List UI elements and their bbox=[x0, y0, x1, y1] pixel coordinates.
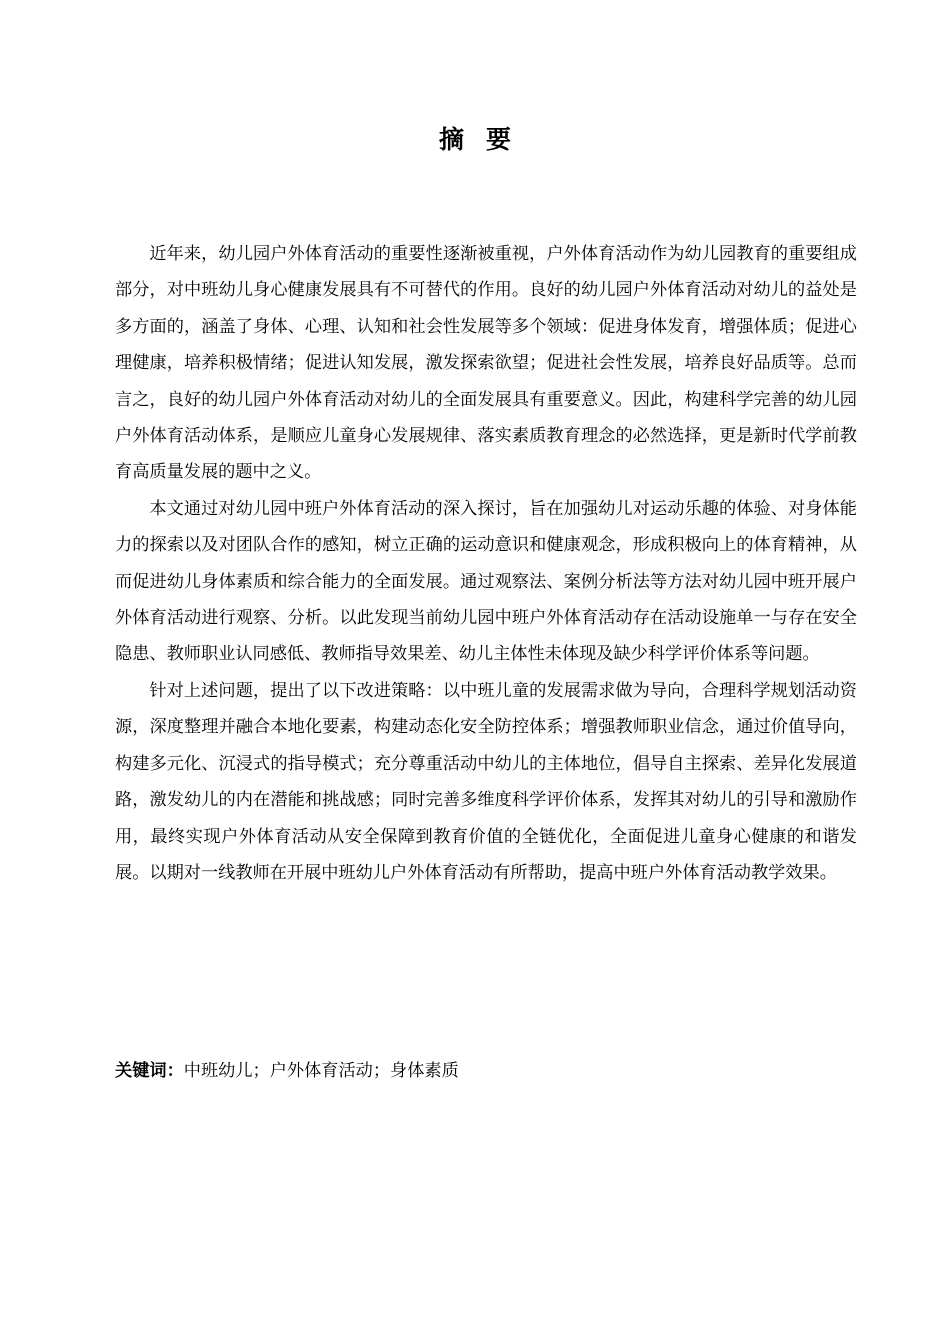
abstract-title-char-2: 要 bbox=[486, 125, 512, 154]
keywords-value: 中班幼儿；户外体育活动；身体素质 bbox=[183, 1061, 459, 1081]
keywords-line bbox=[115, 1053, 857, 1089]
abstract-title-char-1: 摘 bbox=[438, 125, 464, 154]
abstract-paragraph-3: 针对上述问题，提出了以下改进策略：以中班儿童的发展需求做为导向，合理科学规划活动资源，深度整理并融合本地化要素，构建动态化安全防控体系；增强教师职业信念，通过价值导向，构建多元化、沉浸式的指导模式；充分尊重活动中幼儿的主体地位，倡导自主探索、差异化发展道路，激发幼儿的内在潜能和挑战感；同时完善多维度科学评价体系，发挥其对幼儿的引导和激励作用，最终实现户外体育活动从安全保障到教育价值的全链优化，全面促进儿童身心健康的和谐发展。以期对一线教师在开展中班幼儿户外体育活动有所帮助，提高中班户外体育活动教学效果。 bbox=[115, 680, 857, 883]
abstract-paragraph-1: 近年来，幼儿园户外体育活动的重要性逐渐被重视，户外体育活动作为幼儿园教育的重要组成部分，对中班幼儿身心健康发展具有不可替代的作用。良好的幼儿园户外体育活动对幼儿的益处是多方面的，涵盖了身体、心理、认知和社会性发展等多个领域：促进身体发育，增强体质；促进心理健康，培养积极情绪；促进认知发展，激发探索欲望；促进社会性发展，培养良好品质等。总而言之，良好的幼儿园户外体育活动对幼儿的全面发展具有重要意义。因此，构建科学完善的幼儿园户外体育活动体系，是顺应儿童身心发展规律、落实素质教育理念的必然选择，更是新时代学前教育高质量发展的题中之义。 bbox=[115, 244, 857, 483]
keywords-label: 关键词： bbox=[115, 1061, 184, 1081]
abstract-paragraph-2: 本文通过对幼儿园中班户外体育活动的深入探讨，旨在加强幼儿对运动乐趣的体验、对身体能力的探索以及对团队合作的感知，树立正确的运动意识和健康观念，形成积极向上的体育精神，从而促进幼儿身体素质和综合能力的全面发展。通过观察法、案例分析法等方法对幼儿园中班开展户外体育活动进行观察、分析。以此发现当前幼儿园中班户外体育活动存在活动设施单一与存在安全隐患、教师职业认同感低、教师指导效果差、幼儿主体性未体现及缺少科学评价体系等问题。 bbox=[115, 498, 857, 665]
abstract-body bbox=[115, 236, 857, 891]
abstract-title bbox=[0, 122, 950, 158]
